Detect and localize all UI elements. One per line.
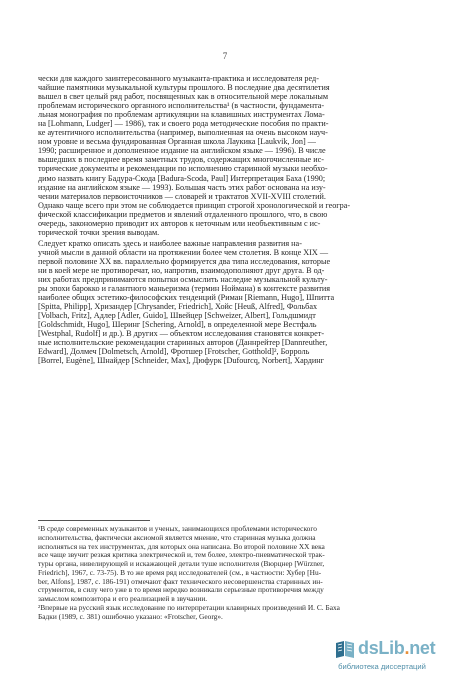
footnote-line: все чаще звучит резкая критика электрической и, тем более, электро-пневматической трак- <box>38 551 325 560</box>
text-line: [Borrel, Eugène], Шнайдер [Schneider, Max], Дюфурк [Dufourcq, Norbert], Хардинг <box>38 356 325 366</box>
text-line: первой половине XX вв. параллельно формируется два типа исследования, которые <box>38 256 331 266</box>
footnote-line: ber, Alfons], 1987, с. 186-191) отмечают факт технического несовершенства старинных ин- <box>38 577 323 586</box>
text-line: льная монография по проблемам артикуляции на клавишных инструментах Лома- <box>38 110 325 120</box>
footnote-line: ²Впервые на русский язык исследование по интерпретации клавирных произведений И. С. Баха <box>38 603 340 612</box>
text-line: [Goldschmidt, Hugo], Шеринг [Schering, Arnold], в определенной мере Вестфаль <box>38 320 317 330</box>
text-line: учной мысли в данной области на протяжении более чем столетия. В конце XIX — <box>38 247 329 257</box>
footnote-line: исполнительства, фактически аксиомой является мнение, что старинная музыка должна <box>38 533 316 542</box>
text-line: Следует кратко описать здесь и наиболее важные направления развития на- <box>38 238 302 248</box>
text-line: ные исполнительские рекомендации старинных авторов (Даннрейтер [Dannreuther, <box>38 338 328 348</box>
text-line: [Volbach, Fritz], Адлер [Adler, Guido], Швейцер [Schweizer, Albert], Гольдшмидт <box>38 311 316 321</box>
watermark-tagline: библиотека диссертаций <box>338 662 426 671</box>
text-line: ры эпохи барокко и галантного маньеризма (термин Ноймана) в контексте развития <box>38 284 331 294</box>
text-line: чайшие памятники музыкальной культуры прошлого. В последние два десятилетия <box>38 83 330 93</box>
watermark-name-tld: net <box>409 638 436 658</box>
footnote-line: замыслом композитора и его реализацией в звучании. <box>38 595 208 603</box>
text-line: на [Lohmann, Ludger] — 1986), так и своего рода методические пособия по практи- <box>38 119 329 129</box>
footnote-line: струментов, в силу чего уже в то время нередко возникали серьезные противоречия между <box>38 586 324 595</box>
text-line: чески для каждого заинтересованного музыканта-практика и исследователя ред- <box>38 74 319 83</box>
footnote-line: исполняться на тех инструментах, для которых она написана. Во второй половине XX века <box>38 542 325 551</box>
text-line: очередь, закономерно приводит их авторов к неточным или необъективным с ис- <box>38 218 321 228</box>
text-line: [Westphal, Rudolf] и др.). В других — объектом исследования становятся конкрет- <box>38 329 325 339</box>
text-line: торические документы и рекомендации по исполнению старинной музыки необхо- <box>38 164 328 174</box>
footnote-separator <box>38 520 150 521</box>
dslib-watermark[interactable] <box>326 638 438 674</box>
footnotes <box>38 525 415 621</box>
footnote-line: Бадки (1989, с. 381) ошибочно указано: «Frotscher, Georg». <box>38 612 223 621</box>
text-line: торической точки зрения выводам. <box>38 227 160 237</box>
text-line: Edward], Долмеч [Dolmetsch, Arnold], Фротшер [Frotscher, Gotthold]², Борроль <box>38 347 310 357</box>
text-line: ке аутентичного исполнительства (например, выполненная на очень высоком науч- <box>38 128 328 138</box>
watermark-name-main: dsLib <box>358 638 405 658</box>
text-line: ном уровне и весьма фундированная Органная школа Лаукика [Laukvik, Jon] — <box>38 137 316 147</box>
text-line: них работах предпринимаются попытки осмыслить наследие музыкальной культу- <box>38 275 328 285</box>
body-text <box>38 74 415 366</box>
watermark-name-dot: . <box>404 638 410 658</box>
footnote-line: ¹В среде современных музыкантов и ученых, занимающихся проблемами исторического <box>38 525 317 533</box>
text-line: издание на английском языке — 1993). Большая часть этих работ основана на изу- <box>38 182 326 192</box>
text-line: [Spitta, Philipp], Хризандер [Chrysander, Friedrich], Хойс [Heuß, Alfred], Фольбах <box>38 302 318 312</box>
text-line: вышедших в последнее время заметных трудов, содержащих многочисленные ис- <box>38 155 324 165</box>
text-line: наиболее общих эстетико-философских тенденций (Риман [Riemann, Hugo], Шпитта <box>38 293 335 303</box>
footnote-line: туры органа, нивелирующей и искажающей детали туше исполнителя (Вюрцнер [Würzner, <box>38 560 325 568</box>
text-line: чении материалов первоисточников — словарей и трактатов XVII-XVIII столетий. <box>38 191 326 201</box>
book-icon <box>334 639 356 659</box>
text-line: ни в коей мере не противоречат, но, напротив, взаимодополняют друг друга. В од- <box>38 265 325 275</box>
page-number: 7 <box>222 51 228 61</box>
text-line: 1990; расширенное и дополненное издание на английском языке — 1996). В числе <box>38 146 326 156</box>
text-line: Однако чаще всего при этом не соблюдается принцип строгой хронологической и геогра- <box>38 200 351 210</box>
footnote-line: Friedrich], 1967, с. 73-75). В то же время ряд исследователей (см., в частности: Хубер [Hu- <box>38 568 322 577</box>
text-line: димо назвать книгу Бадура-Скода [Badura-Scoda, Paul] Интерпретация Баха (1990; <box>38 173 326 183</box>
text-line: фической классификации предметов и явлений отдаленного прошлого, что, в свою <box>38 209 328 219</box>
text-line: проблемам исторического органного исполнительства¹ (в частности, фундамента- <box>38 101 325 111</box>
watermark-name <box>358 638 435 659</box>
text-line: вышел в свет целый ряд работ, посвященных как в относительной мере локальным <box>38 92 329 102</box>
